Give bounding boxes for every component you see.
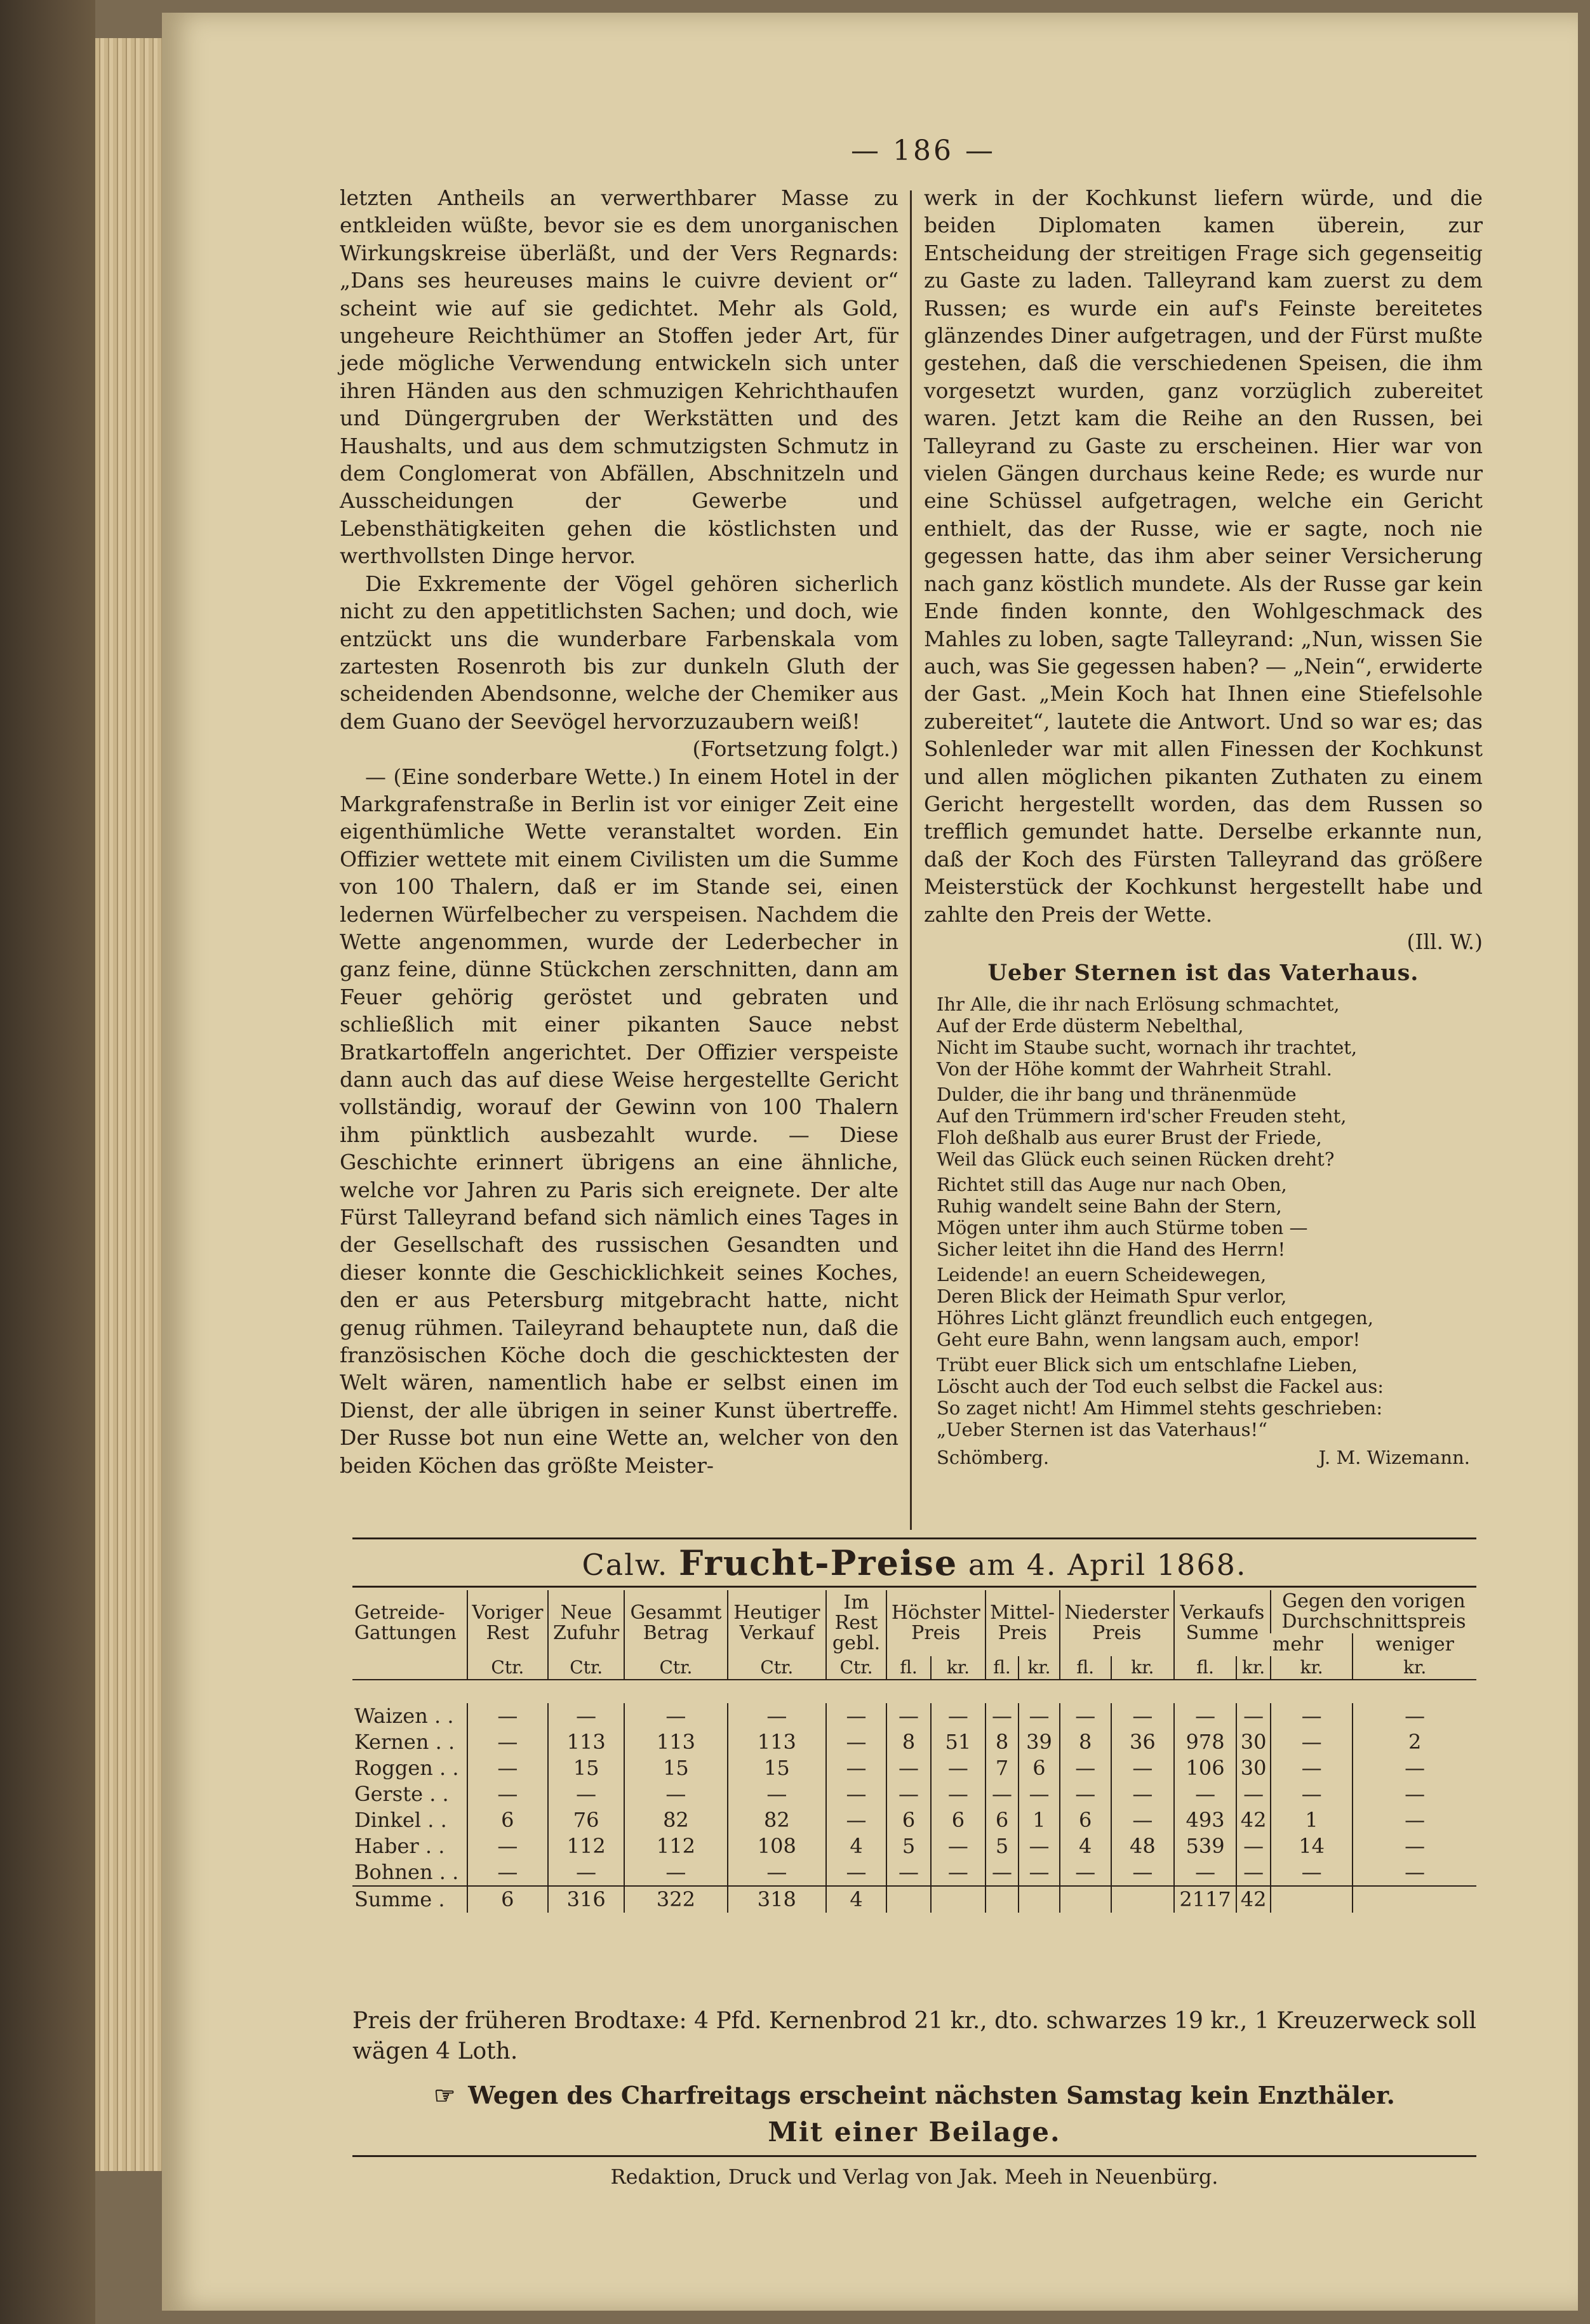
table-cell: 6 — [985, 1807, 1019, 1833]
table-cell: — — [1271, 1729, 1353, 1755]
table-cell: 14 — [1271, 1833, 1353, 1859]
table-cell: 4 — [1060, 1833, 1111, 1859]
header-cell: mehr — [1272, 1633, 1323, 1656]
unit-cell: Ctr. — [728, 1656, 827, 1680]
header-cell: Voriger Rest — [467, 1590, 548, 1656]
poem-stanza — [937, 993, 1483, 1080]
divider-rule — [352, 1537, 1476, 1539]
poem-stanza — [937, 1354, 1483, 1440]
poem-line: Auf der Erde düsterm Nebelthal, — [937, 1014, 1244, 1037]
poem-line: „Ueber Sternen ist das Vaterhaus!“ — [937, 1418, 1267, 1440]
table-cell: 113 — [624, 1729, 727, 1755]
table-cell: — — [1111, 1859, 1174, 1886]
table-cell — [1019, 1886, 1059, 1913]
table-cell: 42 — [1236, 1807, 1271, 1833]
poem-line: Nicht im Staube sucht, wornach ihr trachtet, — [937, 1036, 1358, 1058]
table-cell: — — [1174, 1859, 1236, 1886]
table-cell: — — [826, 1807, 886, 1833]
poem-line: Ruhig wandelt seine Bahn der Stern, — [937, 1195, 1282, 1217]
table-row — [352, 1807, 1476, 1833]
book-binding — [0, 0, 95, 2324]
page-number: — 186 — — [851, 135, 996, 167]
header-cell: Getreide-Gattungen — [354, 1602, 457, 1644]
table-cell: 2 — [1353, 1729, 1476, 1755]
header-cell — [352, 1656, 467, 1680]
poem-title: Ueber Sternen ist das Vaterhaus. — [987, 960, 1419, 986]
header-cell: Niederster Preis — [1060, 1590, 1174, 1656]
grain-name: Waizen . . — [354, 1704, 454, 1728]
table-cell: 82 — [624, 1807, 727, 1833]
table-cell: — — [1019, 1859, 1059, 1886]
table-cell: — — [826, 1755, 886, 1781]
supplement-notice: Mit einer Beilage. — [768, 2116, 1061, 2148]
table-cell: 1 — [1019, 1807, 1059, 1833]
pointing-hand-icon: ☞ — [434, 2081, 456, 2109]
table-cell: 6 — [467, 1886, 548, 1913]
table-row — [352, 1833, 1476, 1859]
table-cell: — — [1236, 1781, 1271, 1807]
unit-cell: fl. — [985, 1656, 1019, 1680]
header-cell: Mittel-Preis — [985, 1590, 1060, 1656]
table-cell: — — [1271, 1703, 1353, 1729]
unit-cell: Ctr. — [548, 1656, 624, 1680]
table-cell: — — [931, 1833, 985, 1859]
table-cell: — — [1353, 1755, 1476, 1781]
header-cell: Gegen den vorigen Durchschnittspreis — [1271, 1590, 1476, 1633]
header-cell: Heutiger Verkauf — [728, 1590, 827, 1656]
holiday-notice — [352, 2081, 1476, 2109]
table-cell: — — [1174, 1781, 1236, 1807]
header-cell: Neue Zufuhr — [548, 1590, 624, 1656]
table-cell: — — [1174, 1703, 1236, 1729]
poem-line: Löscht auch der Tod euch selbst die Fackel aus: — [937, 1375, 1384, 1397]
table-cell: 76 — [548, 1807, 624, 1833]
table-cell — [1271, 1886, 1353, 1913]
table-cell: 493 — [1174, 1807, 1236, 1833]
poem-line: Leidende! an euern Scheidewegen, — [937, 1263, 1267, 1285]
table-cell: — — [1236, 1833, 1271, 1859]
table-cell: 112 — [548, 1833, 624, 1859]
table-cell: 6 — [886, 1807, 931, 1833]
poem-line: Trübt euer Blick sich um entschlafne Lieben, — [937, 1353, 1358, 1376]
table-cell: — — [931, 1755, 985, 1781]
table-cell: — — [1019, 1703, 1059, 1729]
unit-cell: Ctr. — [467, 1656, 548, 1680]
grain-name: Kernen . . — [354, 1730, 455, 1754]
table-cell: — — [1111, 1807, 1174, 1833]
table-cell: — — [1060, 1755, 1111, 1781]
poem-line: Ihr Alle, die ihr nach Erlösung schmachtet, — [937, 993, 1340, 1015]
table-cell: — — [624, 1859, 727, 1886]
signature-place: Schömberg. — [937, 1446, 1050, 1468]
table-cell: — — [985, 1859, 1019, 1886]
right-column — [924, 184, 1483, 1471]
table-cell: — — [1111, 1781, 1174, 1807]
table-cell: 6 — [1060, 1807, 1111, 1833]
unit-cell: fl. — [1060, 1656, 1111, 1680]
table-cell: 2117 — [1174, 1886, 1236, 1913]
table-cell: 8 — [886, 1729, 931, 1755]
poem-line: Weil das Glück euch seinen Rücken dreht? — [937, 1148, 1335, 1170]
poem-line: Deren Blick der Heimath Spur verlor, — [937, 1285, 1287, 1307]
table-cell: 15 — [548, 1755, 624, 1781]
table-cell — [886, 1886, 931, 1913]
table-cell: — — [1060, 1859, 1111, 1886]
table-cell: — — [886, 1703, 931, 1729]
table-cell: 108 — [728, 1833, 827, 1859]
table-cell: — — [728, 1859, 827, 1886]
poem-line: Höhres Licht glänzt freundlich euch entgegen, — [937, 1306, 1374, 1329]
imprint: Redaktion, Druck und Verlag von Jak. Meeh in Neuenbürg. — [610, 2165, 1219, 2189]
poem-line: Auf den Trümmern ird'scher Freuden steht, — [937, 1105, 1347, 1127]
grain-name: Gerste . . — [354, 1782, 449, 1806]
unit-cell: kr. — [1271, 1656, 1353, 1680]
table-row — [352, 1703, 1476, 1729]
left-column — [340, 184, 899, 1479]
signature-author: J. M. Wizemann. — [1318, 1446, 1470, 1468]
poem-line: Mögen unter ihm auch Stürme toben — — [937, 1216, 1308, 1238]
unit-cell: kr. — [1236, 1656, 1271, 1680]
table-cell: — — [467, 1703, 548, 1729]
table-cell: — — [467, 1833, 548, 1859]
poem-line: Floh deßhalb aus eurer Brust der Friede, — [937, 1126, 1322, 1148]
table-cell: — — [1353, 1703, 1476, 1729]
bread-prices: Preis der früheren Brodtaxe: 4 Pfd. Kernenbrod 21 kr., dto. schwarzes 19 kr., 1 Kreuzerweck soll wägen 4 Loth. — [352, 2008, 1476, 2064]
units-row — [352, 1656, 1476, 1680]
grain-name: Haber . . — [354, 1834, 445, 1858]
divider-rule — [352, 1586, 1476, 1588]
table-cell: 322 — [624, 1886, 727, 1913]
table-cell — [1060, 1886, 1111, 1913]
table-cell: — — [886, 1781, 931, 1807]
source-attribution: (Ill. W.) — [1406, 929, 1483, 954]
table-cell: 4 — [826, 1886, 886, 1913]
table-row — [352, 1755, 1476, 1781]
table-cell — [985, 1886, 1019, 1913]
paragraph: — (Eine sonderbare Wette.) In einem Hotel in der Markgrafenstraße in Berlin ist vor einiger Zeit eine eigenthümliche Wette veranstaltet worden. Ein Offizier wettete mit einem Civilisten um die Summe von 100 Thalern, daß er im Stande sei, einen ledernen Würfelbecher zu verspeisen. Nachdem die Wette angenommen, wurde der Lederbecher in ganz feine, dünne Stückchen zerschnitten, dann am Feuer gehörig geröstet und gebraten und schließlich mit einer pikanten Sauce nebst Bratkartoffeln angerichtet. Der Offizier verspeiste dann auch das auf diese Weise hergestellte Gericht vollständig, worauf der Gewinn von 100 Thalern ihm pünktlich ausbezahlt wurde. — Diese Geschichte erinnert übrigens an eine ähnliche, welche vor Jahren zu Paris sich ereignete. Der alte Fürst Talleyrand befand sich nämlich eines Tages in der Gesellschaft des russischen Gesandten und dieser konnte die Geschicklichkeit seines Koches, den er aus Petersburg mitgebracht hatte, nicht genug rühmen. Taileyrand behauptete nun, daß die französischen Köche doch die geschicktesten der Welt wären, namentlich habe er selbst einen im Dienst, der alle übrigen in seiner Kunst übertreffe. Der Russe bot nun eine Wette an, welcher von den beiden Köchen das größte Meister- — [340, 764, 899, 1478]
table-cell: 8 — [1060, 1729, 1111, 1755]
poem-line: Richtet still das Auge nur nach Oben, — [937, 1173, 1287, 1195]
table-cell: 82 — [728, 1807, 827, 1833]
unit-cell: fl. — [1174, 1656, 1236, 1680]
table-cell: 48 — [1111, 1833, 1174, 1859]
table-cell: — — [985, 1703, 1019, 1729]
table-cell: — — [826, 1729, 886, 1755]
unit-cell: kr. — [1111, 1656, 1174, 1680]
table-cell: — — [886, 1859, 931, 1886]
unit-cell: kr. — [931, 1656, 985, 1680]
notice-text: Wegen des Charfreitags erscheint nächsten Samstag kein Enzthäler. — [468, 2081, 1395, 2109]
price-title: Frucht-Preise — [679, 1543, 958, 1583]
table-cell: — — [1060, 1703, 1111, 1729]
table-cell: — — [467, 1729, 548, 1755]
table-cell: — — [886, 1755, 931, 1781]
table-cell: 6 — [931, 1807, 985, 1833]
table-cell: 1 — [1271, 1807, 1353, 1833]
table-cell: 51 — [931, 1729, 985, 1755]
table-cell: — — [1236, 1703, 1271, 1729]
grain-name: Roggen . . — [354, 1756, 459, 1780]
table-cell: — — [1271, 1781, 1353, 1807]
header-cell: Im Rest gebl. — [826, 1590, 886, 1656]
header-cell: Höchster Preis — [886, 1590, 985, 1656]
divider-rule — [352, 2155, 1476, 2157]
sum-row — [352, 1886, 1476, 1913]
table-cell: — — [931, 1859, 985, 1886]
table-cell: 316 — [548, 1886, 624, 1913]
table-cell: — — [826, 1859, 886, 1886]
table-cell: — — [1271, 1755, 1353, 1781]
table-cell: 36 — [1111, 1729, 1174, 1755]
table-cell: 978 — [1174, 1729, 1236, 1755]
poem-line: Dulder, die ihr bang und thränenmüde — [937, 1083, 1297, 1105]
table-cell: 5 — [985, 1833, 1019, 1859]
unit-cell: fl. — [886, 1656, 931, 1680]
table-cell: 8 — [985, 1729, 1019, 1755]
table-cell: 318 — [728, 1886, 827, 1913]
poem-stanza — [937, 1264, 1483, 1350]
table-cell: — — [1271, 1859, 1353, 1886]
table-cell: — — [1111, 1755, 1174, 1781]
table-cell: — — [1353, 1859, 1476, 1886]
paragraph: letzten Antheils an verwerthbarer Masse zu entkleiden wüßte, bevor sie es dem unorganischen Wirkungskreise überläßt, und der Vers Regnards: „Dans ses heureuses mains le cuivre devient or“ scheint wie auf sie gedichtet. Mehr als Gold, ungeheure Reichthümer an Stoffen jeder Art, für jede mögliche Verwendung entwickeln sich unter ihren Händen aus den schmuzigen Kehrichthaufen und Düngergruben der Werkstätten und des Haushalts, und aus dem schmutzigsten Schmutz in dem Conglomerat von Abfällen, Abschnitzeln und Ausscheidungen der Gewerbe und Lebensthätigkeiten gehen die köstlichsten und werthvollsten Dinge hervor. — [340, 185, 899, 569]
unit-cell: kr. — [1353, 1656, 1476, 1680]
table-cell: 5 — [886, 1833, 931, 1859]
city-name: Calw. — [582, 1548, 669, 1582]
table-cell: 30 — [1236, 1755, 1271, 1781]
price-heading — [352, 1543, 1476, 1583]
table-cell: — — [1019, 1781, 1059, 1807]
table-cell: 7 — [985, 1755, 1019, 1781]
table-cell: — — [985, 1781, 1019, 1807]
table-cell: 113 — [548, 1729, 624, 1755]
grain-name: Dinkel . . — [354, 1808, 447, 1832]
table-cell — [931, 1886, 985, 1913]
poem — [924, 993, 1483, 1440]
table-cell: 112 — [624, 1833, 727, 1859]
table-cell: — — [548, 1859, 624, 1886]
header-cell: Verkaufs Summe — [1174, 1590, 1271, 1656]
table-cell: 42 — [1236, 1886, 1271, 1913]
table-cell: 15 — [728, 1755, 827, 1781]
grain-name: Bohnen . . — [354, 1860, 459, 1884]
table-cell: — — [728, 1781, 827, 1807]
table-cell: — — [1111, 1703, 1174, 1729]
table-cell: — — [624, 1703, 727, 1729]
table-cell: — — [624, 1781, 727, 1807]
table-cell: — — [548, 1703, 624, 1729]
table-cell: — — [467, 1755, 548, 1781]
unit-cell: Ctr. — [624, 1656, 727, 1680]
paragraph: Die Exkremente der Vögel gehören sicherlich nicht zu den appetitlichsten Sachen; und doch, wie entzückt uns die wunderbare Farbenskala vom zartesten Rosenroth bis zur dunkeln Gluth der scheidenden Abendsonne, welche der Chemiker aus dem Guano der Seevögel hervorzuzaubern weiß! — [340, 571, 899, 734]
table-cell — [1111, 1886, 1174, 1913]
table-cell: 15 — [624, 1755, 727, 1781]
poem-line: Geht eure Bahn, wenn langsam auch, empor! — [937, 1328, 1361, 1350]
table-cell: 6 — [1019, 1755, 1059, 1781]
grain-price-table — [352, 1590, 1476, 1913]
unit-cell: Ctr. — [826, 1656, 886, 1680]
poem-line: So zaget nicht! Am Himmel stehts geschrieben: — [937, 1397, 1383, 1419]
table-cell: — — [548, 1781, 624, 1807]
table-cell: — — [1353, 1781, 1476, 1807]
table-cell: — — [826, 1703, 886, 1729]
table-cell: — — [467, 1859, 548, 1886]
table-cell: 106 — [1174, 1755, 1236, 1781]
continuation-note: (Fortsetzung folgt.) — [692, 736, 899, 762]
table-cell: — — [931, 1703, 985, 1729]
table-row — [352, 1859, 1476, 1886]
price-date: am 4. April 1868. — [968, 1548, 1247, 1582]
poem-stanza — [937, 1084, 1483, 1170]
poem-line: Sicher leitet ihn die Hand des Herrn! — [937, 1238, 1286, 1260]
table-cell: — — [1236, 1859, 1271, 1886]
table-row — [352, 1781, 1476, 1807]
table-cell: 113 — [728, 1729, 827, 1755]
poem-line: Von der Höhe kommt der Wahrheit Strahl. — [937, 1058, 1332, 1080]
column-divider — [910, 190, 912, 1530]
table-cell: 39 — [1019, 1729, 1059, 1755]
header-cell: Gesammt Betrag — [624, 1590, 727, 1656]
table-row — [352, 1729, 1476, 1755]
table-cell: — — [1353, 1833, 1476, 1859]
table-cell: — — [1019, 1833, 1059, 1859]
poem-signature — [924, 1444, 1483, 1471]
table-cell: — — [1353, 1807, 1476, 1833]
table-cell: 6 — [467, 1807, 548, 1833]
table-cell: — — [826, 1781, 886, 1807]
grain-name: Summe . — [352, 1886, 467, 1913]
table-cell: 4 — [826, 1833, 886, 1859]
table-cell: — — [931, 1781, 985, 1807]
table-cell: 539 — [1174, 1833, 1236, 1859]
unit-cell: kr. — [1019, 1656, 1059, 1680]
table-cell: 30 — [1236, 1729, 1271, 1755]
header-cell: weniger — [1353, 1633, 1476, 1656]
page-edges — [95, 38, 165, 2171]
table-cell: — — [1060, 1781, 1111, 1807]
paragraph: werk in der Kochkunst liefern würde, und die beiden Diplomaten kamen überein, zur Entscheidung der streitigen Frage sich gegenseitig zu Gaste zu laden. Talleyrand kam zuerst zu dem Russen; es wurde ein auf's Feinste bereitetes glänzendes Diner aufgetragen, und der Fürst mußte gestehen, daß die verschiedenen Speisen, die ihm vorgesetzt wurden, ganz vorzüglich zubereitet waren. Jetzt kam die Reihe an den Russen, bei Talleyrand zu Gaste zu erscheinen. Hier war von vielen Gängen durchaus keine Rede; es wurde nur eine Schüssel aufgetragen, welche ein Gericht enthielt, das der Russe, wie er sagte, noch nie gegessen hatte, das ihm aber seiner Versicherung nach ganz köstlich mundete. Als der Russe gar kein Ende finden konnte, den Wohlgeschmack des Mahles zu loben, sagte Talleyrand: „Nun, wissen Sie auch, was Sie gegessen haben? — „Nein“, erwiderte der Gast. „Mein Koch hat Ihnen eine Stiefelsohle zubereitet“, lautete die Antwort. Und so war es; das Sohlenleder war mit allen Finessen der Kochkunst und allen möglichen pikanten Zuthaten zu einem Gericht hergestellt worden, das dem Russen so trefflich gemundet hatte. Derselbe erkannte nun, daß der Koch des Fürsten Talleyrand das größere Meisterstück der Kochkunst hergestellt habe und zahlte den Preis der Wette. — [924, 185, 1483, 927]
table-cell — [1353, 1886, 1476, 1913]
poem-stanza — [937, 1174, 1483, 1260]
table-cell: — — [467, 1781, 548, 1807]
table-cell: — — [728, 1703, 827, 1729]
